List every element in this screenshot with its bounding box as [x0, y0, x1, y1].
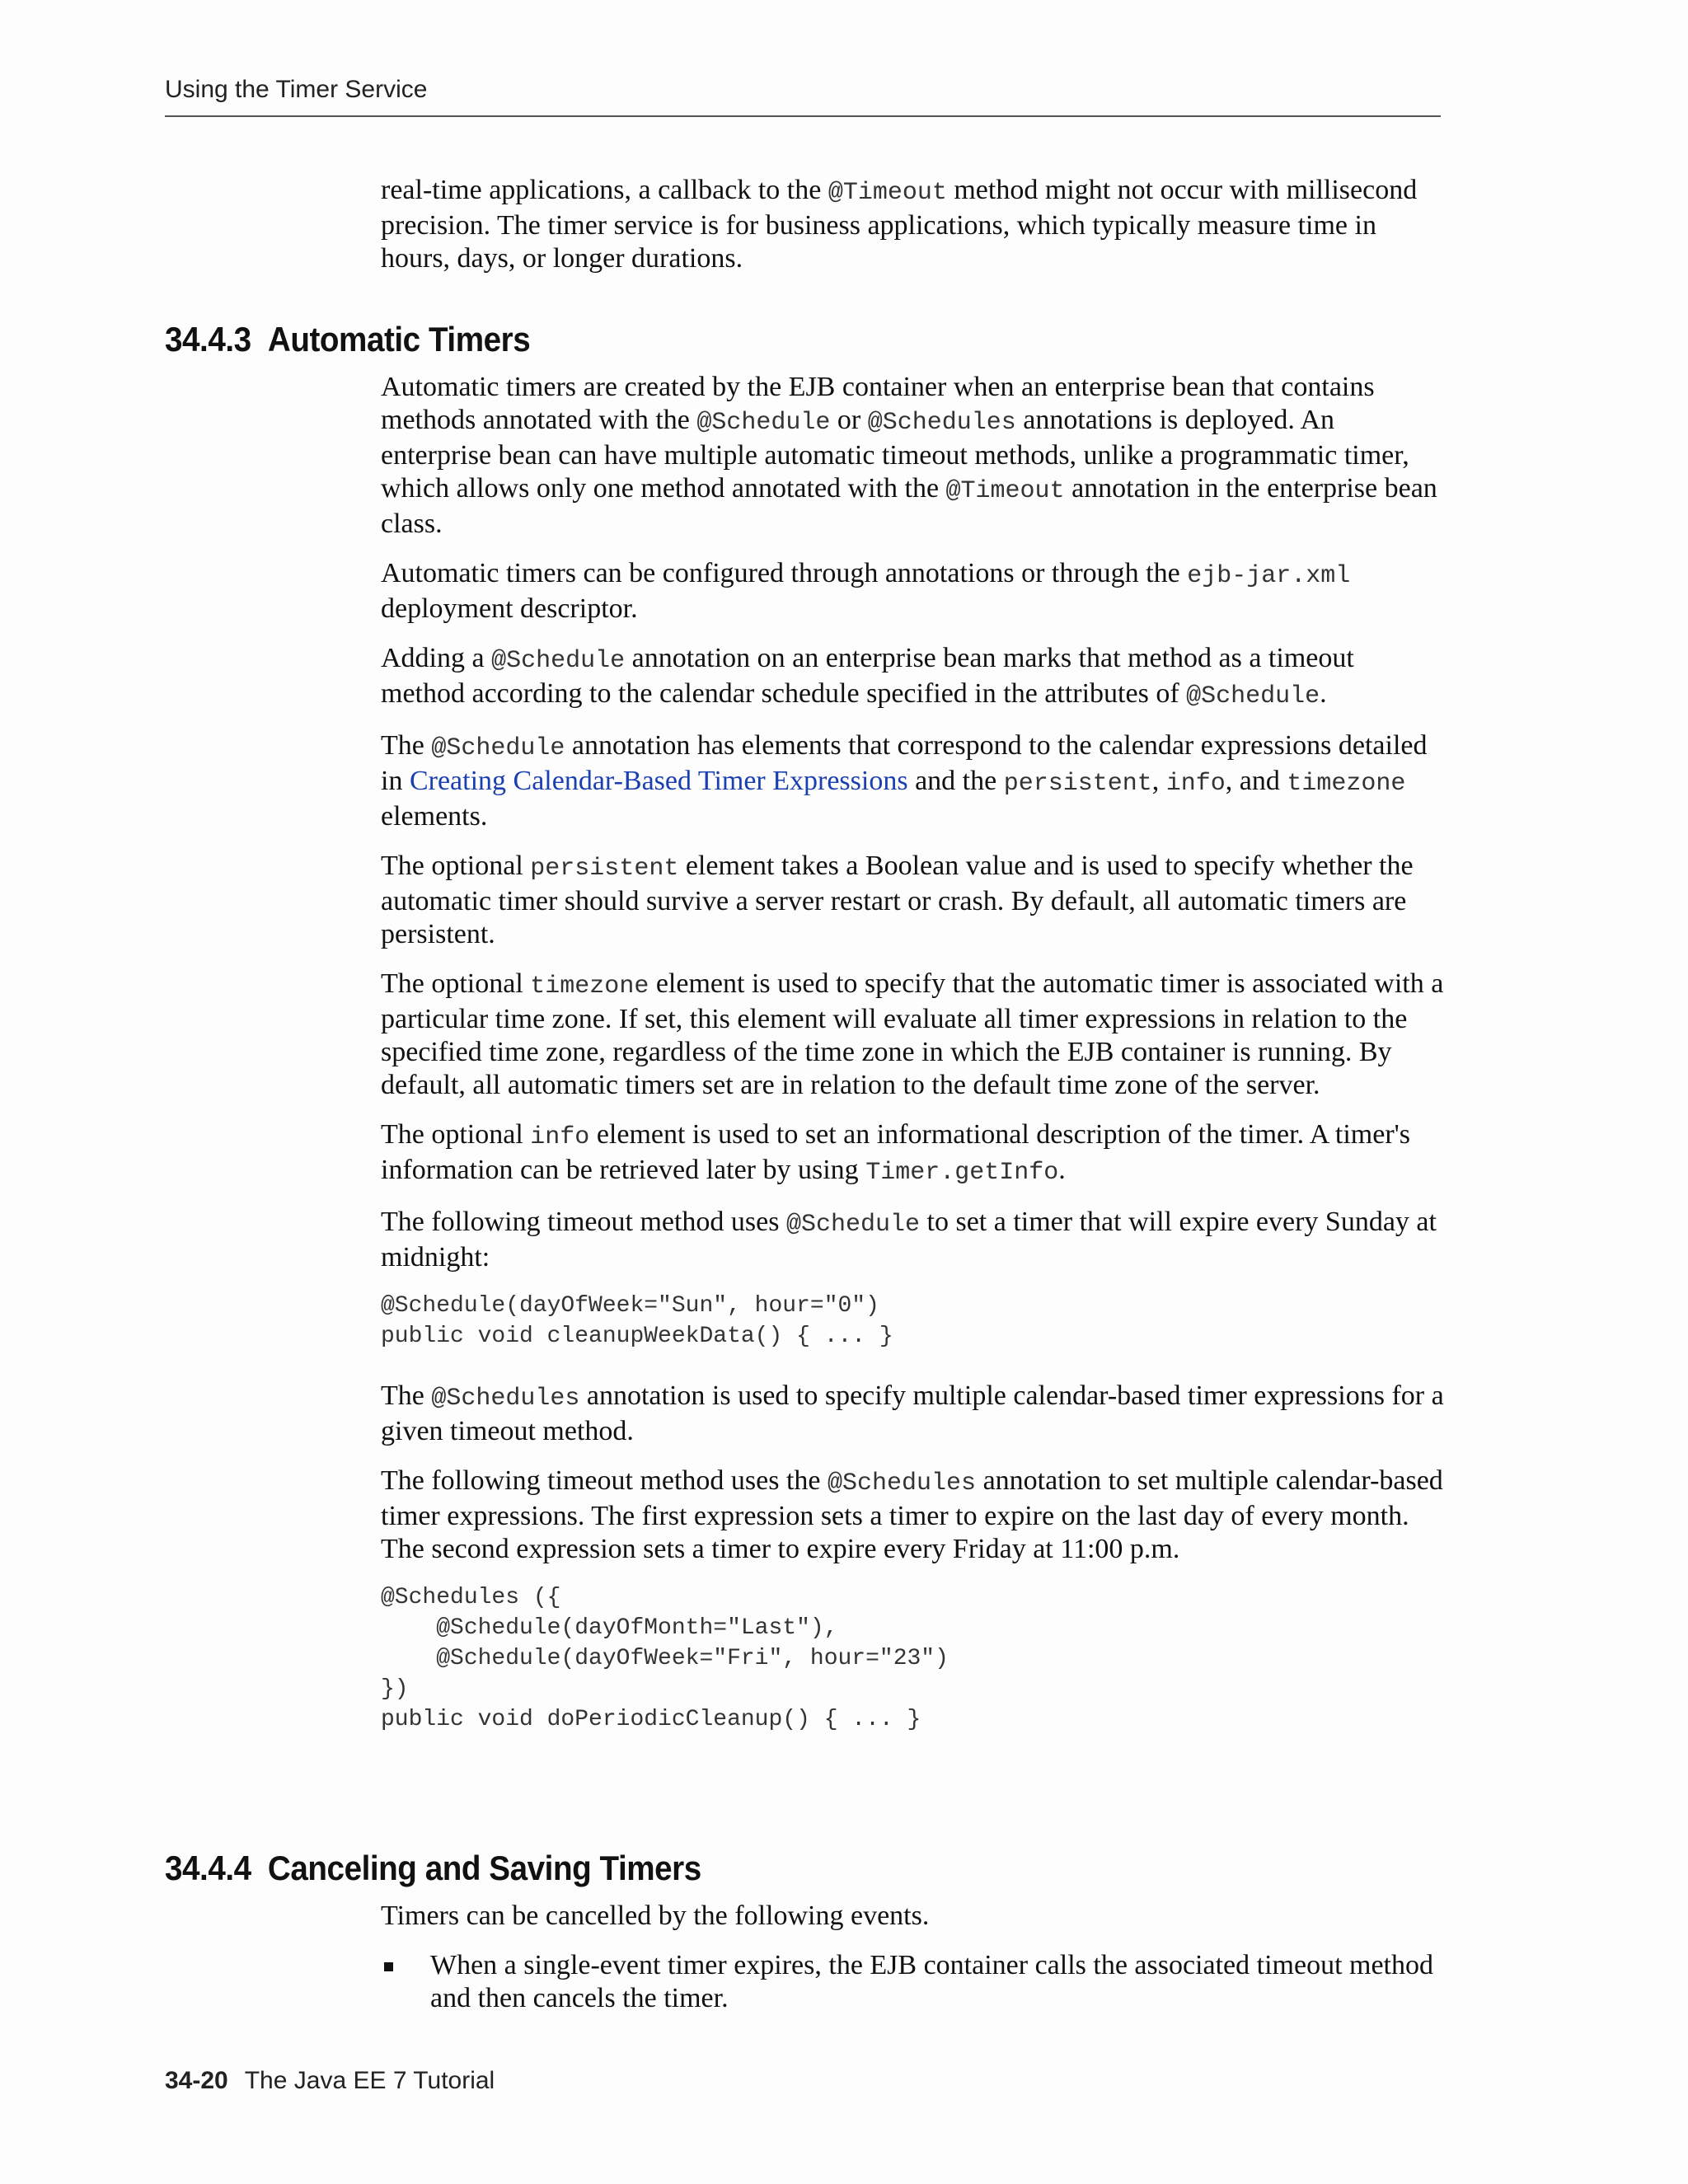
header-rule [165, 115, 1441, 117]
paragraph: The @Schedule annotation has elements that correspond to the calendar expressions detailed in Creating Calendar-Based Timer Expressions and the persistent, info, and timezone elements. [381, 730, 1428, 832]
paragraph: The optional persistent element takes a Boolean value and is used to specify whether the automatic timer should survive a server restart or crash. By default, all automatic timers are persistent. [381, 851, 1414, 949]
code-example-weekly: @Schedule(dayOfWeek="Sun", hour="0") public void cleanupWeekData() { ... } [381, 1293, 893, 1349]
calendar-expressions-link[interactable]: Creating Calendar-Based Timer Expressions [409, 766, 908, 796]
section-heading-automatic-timers [165, 320, 530, 359]
running-header-title: Using the Timer Service [165, 76, 428, 103]
section-heading-canceling-timers [165, 1849, 701, 1888]
intro-paragraph: real-time applications, a callback to the @Timeout method might not occur with millisecond precision. The timer service is for business applications, which typically measure time in hours, days, or longer durations. [381, 175, 1418, 274]
list-item: When a single-event timer expires, the EJB container calls the associated timeout method and then cancels the timer. [381, 1949, 1444, 2015]
bullet-list [381, 1949, 1444, 2015]
section-title: Canceling and Saving Timers [267, 1849, 701, 1887]
paragraph: The following timeout method uses the @Schedules annotation to set multiple calendar-based timer expressions. The first expression sets a timer to expire on the last day of every month. The second expression sets a timer to expire every Friday at 11:00 p.m. [381, 1465, 1443, 1564]
code-example-periodic: @Schedules ({ @Schedule(dayOfMonth="Last"), @Schedule(dayOfWeek="Fri", hour="23") }) public void doPeriodicCleanup() { ... } [381, 1585, 949, 1732]
inline-code: @Timeout [828, 179, 947, 207]
paragraph: The @Schedules annotation is used to specify multiple calendar-based timer expressions for a given timeout method. [381, 1380, 1444, 1446]
canceling-timers-body [381, 1900, 1444, 2015]
paragraph: Adding a @Schedule annotation on an enterprise bean marks that method as a timeout method according to the calendar schedule specified in the attributes of @Schedule. [381, 643, 1354, 710]
paragraph: The optional info element is used to set an informational description of the timer. A timer's information can be retrieved later by using Timer.getInfo. [381, 1119, 1411, 1187]
page-number: 34-20 [165, 2067, 228, 2094]
paragraph: The optional timezone element is used to specify that the automatic timer is associated with a particular time zone. If set, this element will evaluate all timer expressions in relation to the specified time zone, regardless of the time zone in which the EJB container is running. By default, all automatic timers set are in relation to the default time zone of the server. [381, 968, 1444, 1100]
square-bullet-icon [384, 1962, 393, 1971]
page-footer [165, 2067, 495, 2095]
section-number: 34.4.3 [165, 320, 251, 359]
paragraph: The following timeout method uses @Schedule to set a timer that will expire every Sunday at midnight: [381, 1207, 1437, 1272]
section-number: 34.4.4 [165, 1849, 251, 1887]
paragraph: Automatic timers are created by the EJB container when an enterprise bean that contains methods annotated with the @Schedule or @Schedules annotations is deployed. An enterprise bean can have multiple automatic timeout methods, unlike a programmatic timer, which allows only one method annotated with the @Timeout annotation in the enterprise bean class. [381, 372, 1437, 539]
intro-column [381, 174, 1444, 292]
book-title: The Java EE 7 Tutorial [244, 2067, 495, 2094]
paragraph: Timers can be cancelled by the following events. [381, 1900, 930, 1931]
paragraph: Automatic timers can be configured through annotations or through the ejb-jar.xml deployment descriptor. [381, 558, 1351, 624]
section-title: Automatic Timers [267, 320, 531, 359]
automatic-timers-body [381, 371, 1444, 1763]
